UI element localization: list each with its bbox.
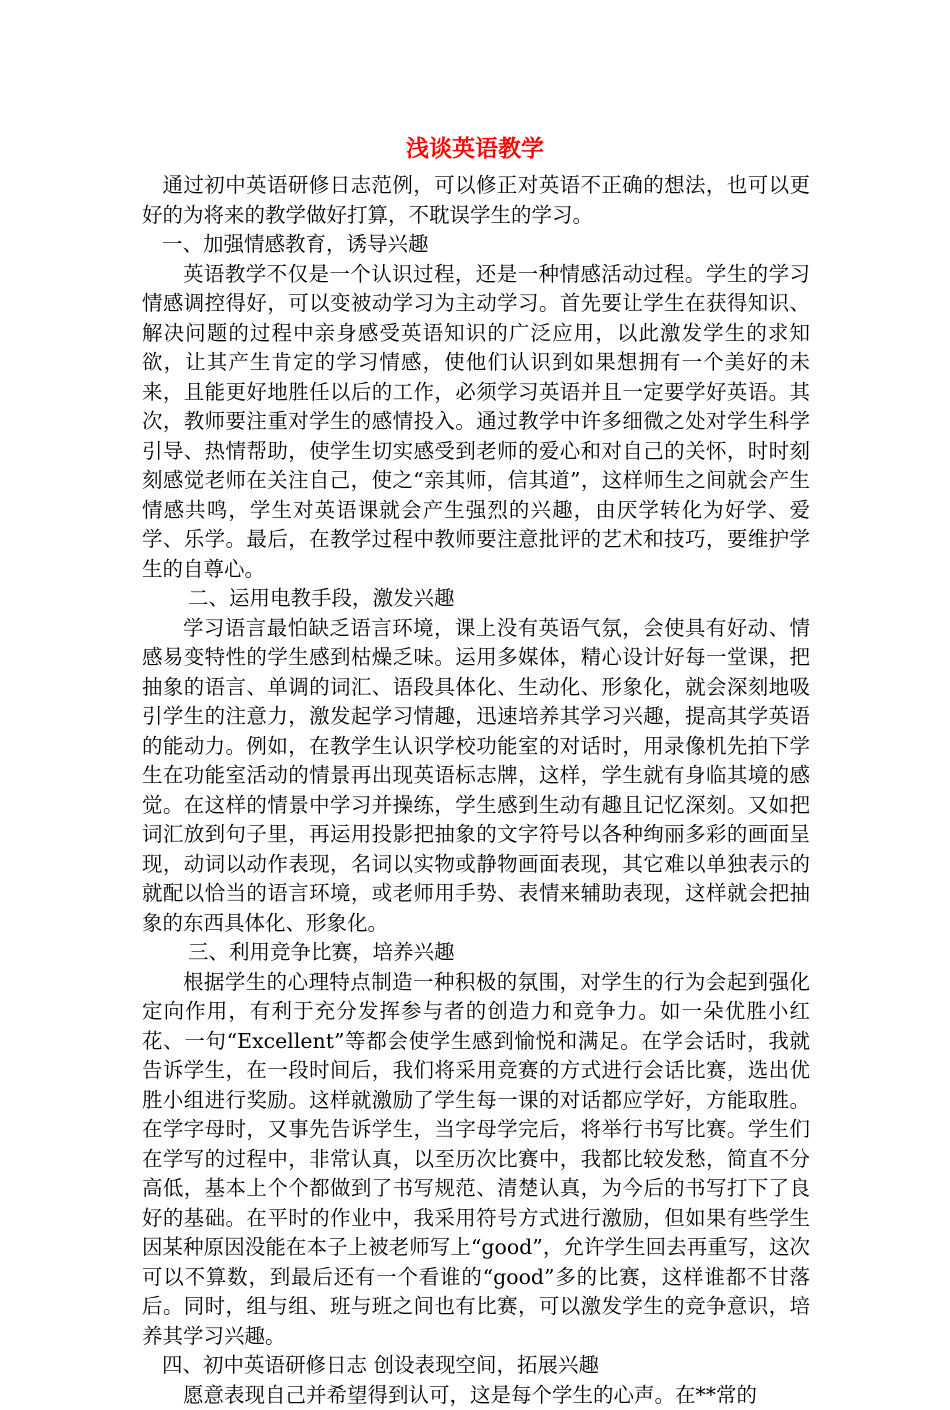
- section-heading-2: 二、运用电教手段，激发兴趣: [142, 584, 810, 614]
- section-paragraph-3: 根据学生的心理特点制造一种积极的氛围，对学生的行为会起到强化定向作用，有利于充分发挥参与者的创造力和竞争力。如一朵优胜小红花、一句“Excellent”等都会使学生感到愉悦和满足。在学会话时，我就告诉学生，在一段时间后，我们将采用竞赛的方式进行会话比赛，选出优胜小组进行奖励。这样就激励了学生每一课的对话都应学好，方能取胜。在学字母时，又事先告诉学生，当字母学完后，将举行书写比赛。学生们在学写的过程中，非常认真，以至历次比赛中，我都比较发愁，简直不分高低，基本上个个都做到了书写规范、清楚认真，为今后的书写打下了良好的基础。在平时的作业中，我采用符号方式进行激励，但如果有些学生因某种原因没能在本子上被老师写上“good”，允许学生回去再重写，这次可以不算数，到最后还有一个看谁的“good”多的比赛，这样谁都不甘落后。同时，组与组、班与班之间也有比赛，可以激发学生的竞争意识，培养其学习兴趣。: [142, 968, 810, 1352]
- section-heading-3: 三、利用竞争比赛，培养兴趣: [142, 938, 810, 968]
- section-paragraph-4: 愿意表现自己并希望得到认可，这是每个学生的心声。在**常的: [142, 1381, 810, 1410]
- section-heading-4: 四、初中英语研修日志 创设表现空间，拓展兴趣: [142, 1351, 810, 1381]
- section-paragraph-2: 学习语言最怕缺乏语言环境，课上没有英语气氛，会使具有好动、情感易变特性的学生感到枯燥乏味。运用多媒体，精心设计好每一堂课，把抽象的语言、单调的词汇、语段具体化、生动化、形象化，就会深刻地吸引学生的注意力，激发起学习情趣，迅速培养其学习兴趣，提高其学英语的能动力。例如，在教学生认识学校功能室的对话时，用录像机先拍下学生在功能室活动的情景再出现英语标志牌，这样，学生就有身临其境的感觉。在这样的情景中学习并操练，学生感到生动有趣且记忆深刻。又如把词汇放到句子里，再运用投影把抽象的文字符号以各种绚丽多彩的画面呈现，动词以动作表现，名词以实物或静物画面表现，其它难以单独表示的就配以恰当的语言环境，或老师用手势、表情来辅助表现，这样就会把抽象的东西具体化、形象化。: [142, 614, 810, 939]
- intro-paragraph: 通过初中英语研修日志范例，可以修正对英语不正确的想法，也可以更好的为将来的教学做好打算，不耽误学生的学习。: [142, 171, 810, 230]
- section-heading-1: 一、加强情感教育，诱导兴趣: [142, 230, 810, 260]
- document-title: 浅谈英语教学: [0, 133, 950, 165]
- document-body: [142, 171, 810, 1410]
- section-paragraph-1: 英语教学不仅是一个认识过程，还是一种情感活动过程。学生的学习情感调控得好，可以变被动学习为主动学习。首先要让学生在获得知识、解决问题的过程中亲身感受英语知识的广泛应用，以此激发学生的求知欲，让其产生肯定的学习情感，使他们认识到如果想拥有一个美好的未来，且能更好地胜任以后的工作，必须学习英语并且一定要学好英语。其次，教师要注重对学生的感情投入。通过教学中许多细微之处对学生科学引导、热情帮助，使学生切实感受到老师的爱心和对自己的关怀，时时刻刻感觉老师在关注自己，使之“亲其师，信其道”，这样师生之间就会产生情感共鸣，学生对英语课就会产生强烈的兴趣，由厌学转化为好学、爱学、乐学。最后，在教学过程中教师要注意批评的艺术和技巧，要维护学生的自尊心。: [142, 260, 810, 585]
